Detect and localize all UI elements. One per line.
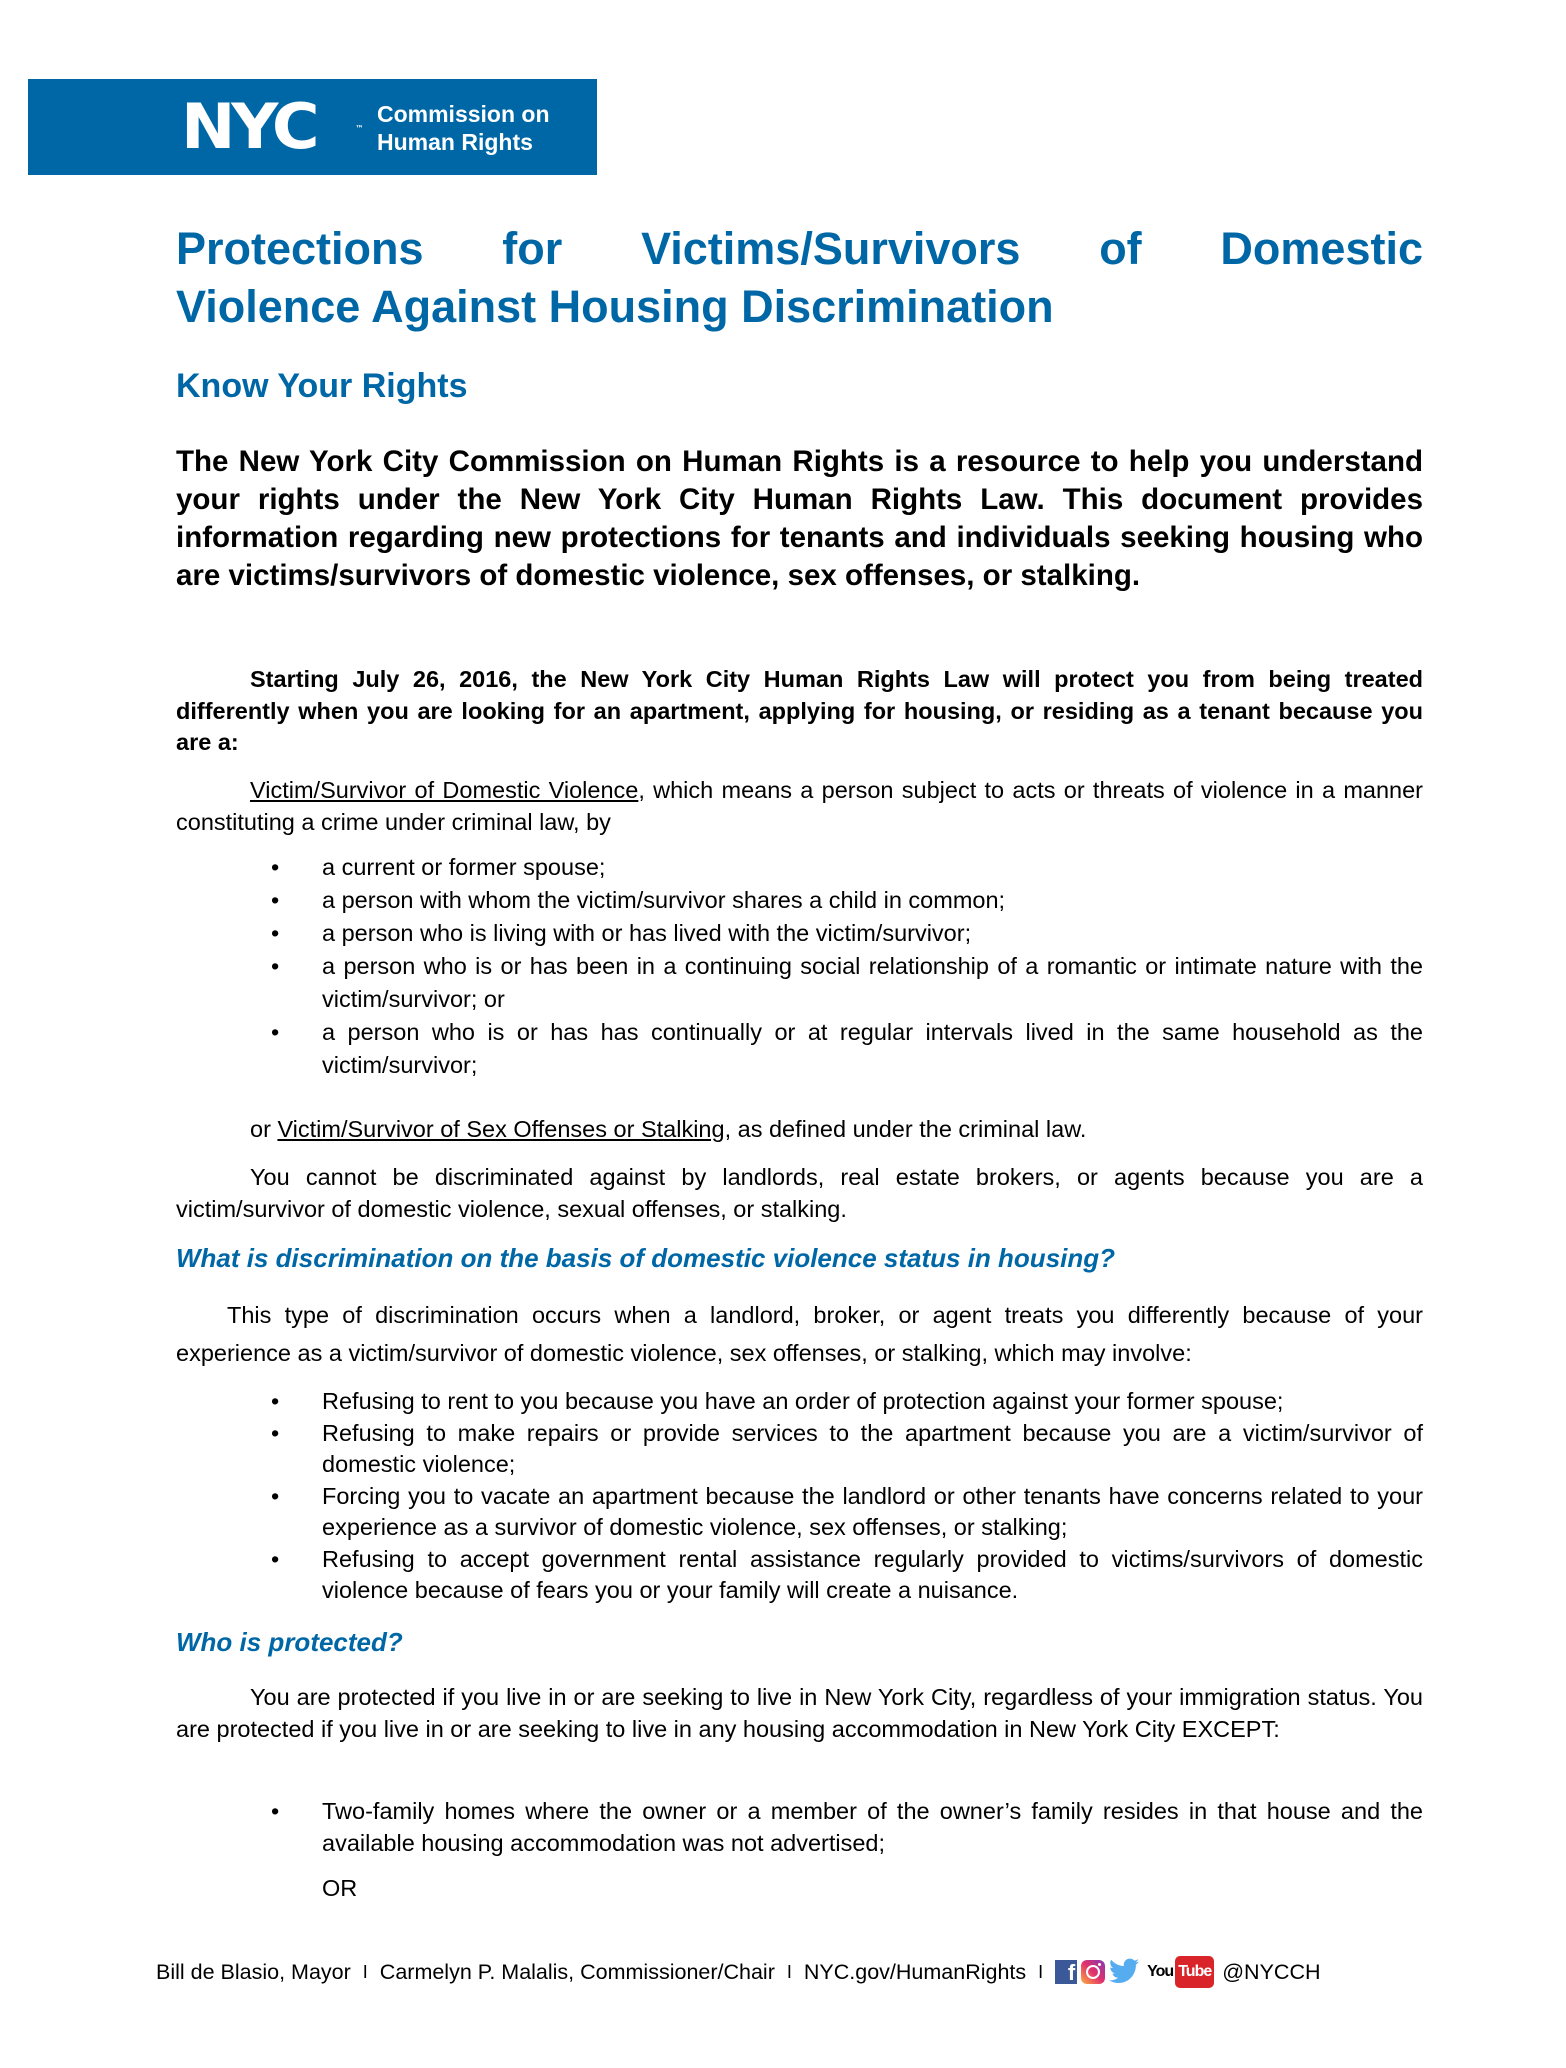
bullet-icon: • [271,953,280,979]
list-item [176,1386,1423,1418]
footer-commissioner: Carmelyn P. Malalis, Commissioner/Chair [379,1960,775,1984]
org-name-line2: Human Rights [377,129,533,155]
list-item-text: Refusing to accept government rental assistance regularly provided to victims/survivors of domestic violence because of fears you or your family will create a nuisance. [322,1545,1423,1603]
list-item-text: a person who is living with or has lived with the victim/survivor; [322,920,972,946]
starting-paragraph: Starting July 26, 2016, the New York City Human Rights Law will protect you from being treated differently when you are looking for an apartment, applying for housing, or residing as a tenant because you are a: [176,666,1423,755]
sex-offense-definition [176,1114,1423,1146]
footer [156,1956,1321,1988]
bullet-icon: • [271,1019,280,1045]
document-title [176,220,1423,336]
list-item [176,1016,1423,1082]
dv-definition-block [176,775,1423,1082]
dv-term: Victim/Survivor of Domestic Violence [250,777,639,803]
dv-definition-text: , which means a person subject to acts or threats of violence in a manner constituting a crime under criminal law, by [176,777,1423,835]
list-item [176,884,1423,917]
protected-paragraph: You are protected if you live in or are seeking to live in New York City, regardless of your immigration status. You are protected if you live in or are seeking to live in any housing accommodation in New York City EXCEPT: [176,1684,1423,1742]
dv-definition [176,775,1423,838]
list-item [176,1544,1423,1607]
discrimination-heading: What is discrimination on the basis of domestic violence status in housing? [176,1243,1116,1273]
youtube-you: You [1147,1963,1174,1980]
bullet-icon: • [271,1545,280,1572]
discrimination-examples-list [176,1386,1423,1607]
sex-offense-prefix: or [250,1116,278,1142]
list-item [176,950,1423,1016]
trademark-symbol: ™ [355,124,364,133]
list-item [176,1795,1423,1859]
list-item-text: Refusing to make repairs or provide services to the apartment because you are a victim/survivor of domestic violence; [322,1419,1423,1477]
list-item [176,1481,1423,1544]
footer-separator: I [1038,1962,1044,1982]
footer-mayor: Bill de Blasio, Mayor [156,1960,351,1984]
list-item-text: Two-family homes where the owner or a member of the owner’s family resides in that house and the available housing accommodation was not advertised; [322,1798,1423,1856]
bullet-icon: • [271,854,280,880]
list-item [176,1418,1423,1481]
document-title-line1: Protections for Victims/Survivors of Domestic [176,223,1423,274]
or-label: OR [322,1875,358,1901]
footer-separator: I [362,1962,368,1982]
list-item-text: a person who is or has has continually or at regular intervals lived in the same household as the victim/survivor; [322,1019,1423,1078]
bullet-icon: • [271,1419,280,1446]
instagram-icon[interactable] [1081,1960,1105,1984]
list-item-text: a person with whom the victim/survivor shares a child in common; [322,887,1006,913]
discrimination-paragraph: This type of discrimination occurs when a landlord, broker, or agent treats you differently because of your experience as a victim/survivor of domestic violence, sex offenses, or stalking, which may involve: [176,1302,1423,1366]
bullet-icon: • [271,1798,280,1824]
social-icons [1055,1956,1214,1988]
list-item [176,917,1423,950]
org-name-line1: Commission on [377,101,550,127]
youtube-tube: Tube [1175,1956,1214,1988]
org-name [377,100,550,156]
list-item-text: a person who is or has been in a continuing social relationship of a romantic or intimate nature with the victim/survivor; or [322,953,1423,1012]
dv-relationship-list [176,851,1423,1082]
footer-separator: I [786,1962,792,1982]
bullet-icon: • [271,1482,280,1509]
nyc-logo [181,90,364,163]
list-item-text: Forcing you to vacate an apartment because the landlord or other tenants have concerns related to your experience as a survivor of domestic violence, sex offenses, or stalking; [322,1482,1423,1540]
list-item-text: Refusing to rent to you because you have an order of protection against your former spouse; [322,1388,1284,1414]
twitter-icon[interactable] [1109,1958,1139,1987]
twitter-bird-glyph [1109,1958,1139,1984]
facebook-icon[interactable]: f [1055,1960,1077,1984]
sex-offense-term: Victim/Survivor of Sex Offenses or Stalking [277,1116,725,1142]
youtube-icon[interactable] [1147,1956,1214,1988]
list-item [176,851,1423,884]
footer-website-link[interactable]: NYC.gov/HumanRights [803,1960,1027,1984]
section-subtitle: Know Your Rights [176,367,468,405]
exceptions-list [176,1795,1423,1859]
footer-social-handle[interactable]: @NYCCH [1222,1960,1321,1984]
intro-paragraph: The New York City Commission on Human Rights is a resource to help you understand your rights under the New York City Human Rights Law. This document provides information regarding new protections for tenants and individuals seeking housing who are victims/survivors of domestic violence, sex offenses, or stalking. [176,445,1423,592]
protected-heading: Who is protected? [176,1627,403,1657]
sex-offense-text: , as defined under the criminal law. [724,1116,1087,1142]
bullet-icon: • [271,887,280,913]
bullet-icon: • [271,1388,280,1414]
header-banner [28,79,597,175]
list-item-text: a current or former spouse; [322,854,606,880]
bullet-icon: • [271,920,280,946]
cannot-discriminate-paragraph: You cannot be discriminated against by landlords, real estate brokers, or agents because you are a victim/survivor of domestic violence, sexual offenses, or stalking. [176,1164,1423,1222]
nyc-logo-text: NYC [181,90,316,163]
document-title-line2: Violence Against Housing Discrimination [176,281,1054,332]
